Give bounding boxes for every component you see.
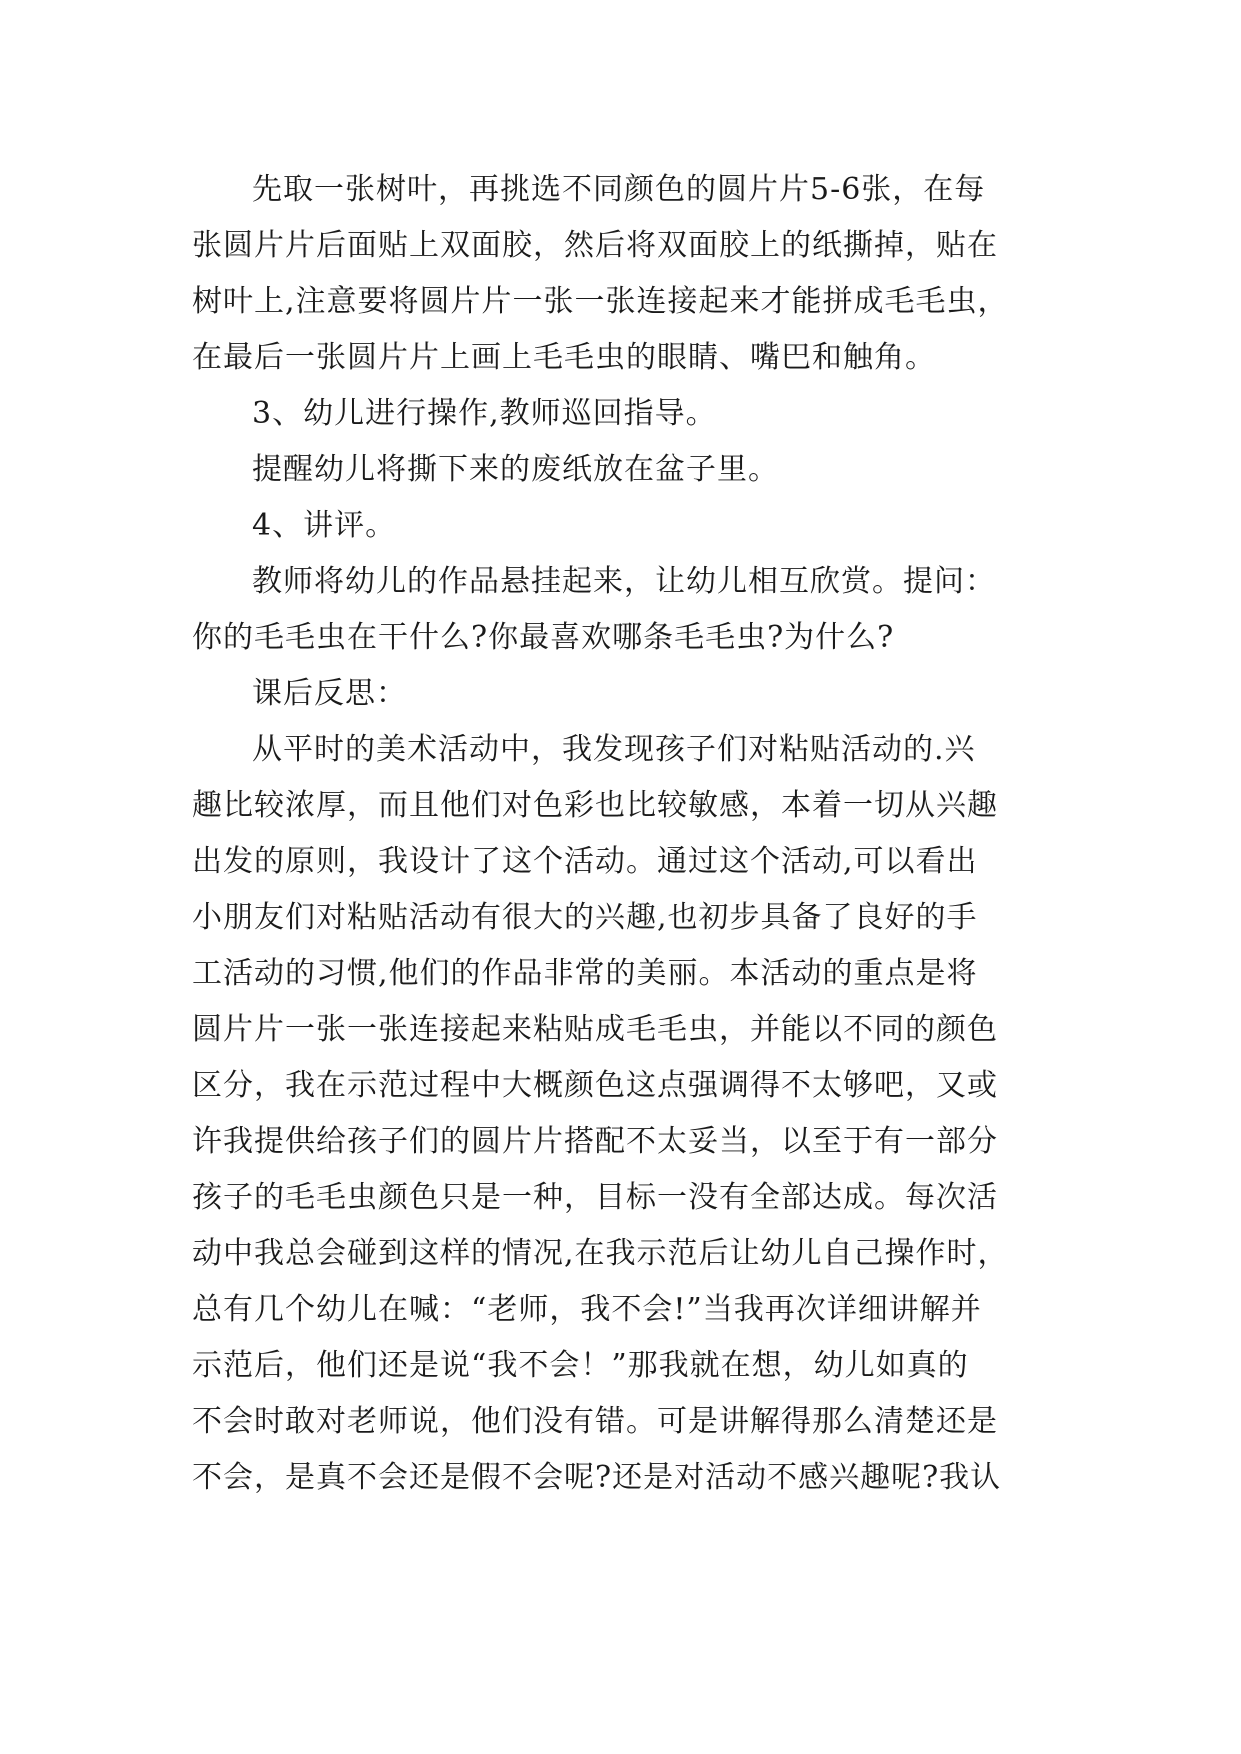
paragraph-line: 区分，我在示范过程中大概颜色这点强调得不太够吧，又或	[192, 1068, 998, 1103]
paragraph-line: 在最后一张圆片片上画上毛毛虫的眼睛、嘴巴和触角。	[192, 340, 936, 375]
paragraph-line: 圆片片一张一张连接起来粘贴成毛毛虫，并能以不同的颜色	[192, 1012, 998, 1047]
list-item-line: 3、幼儿进行操作,教师巡回指导。	[252, 396, 717, 431]
paragraph-line: 你的毛毛虫在干什么?你最喜欢哪条毛毛虫?为什么?	[192, 620, 895, 655]
paragraph-line: 从平时的美术活动中，我发现孩子们对粘贴活动的.兴	[252, 732, 976, 767]
list-item-line: 4、讲评。	[252, 508, 397, 543]
paragraph-line: 孩子的毛毛虫颜色只是一种，目标一没有全部达成。每次活	[192, 1180, 998, 1215]
paragraph-line: 总有几个幼儿在喊：“老师，我不会!”当我再次详细讲解并	[192, 1292, 982, 1327]
paragraph-line: 趣比较浓厚，而且他们对色彩也比较敏感，本着一切从兴趣	[192, 788, 998, 823]
paragraph-line: 许我提供给孩子们的圆片片搭配不太妥当，以至于有一部分	[192, 1124, 998, 1159]
section-heading: 课后反思：	[252, 676, 407, 711]
paragraph-line: 工活动的习惯,他们的作品非常的美丽。本活动的重点是将	[192, 956, 978, 991]
paragraph-line: 出发的原则，我设计了这个活动。通过这个活动,可以看出	[192, 844, 978, 879]
paragraph-line: 张圆片片后面贴上双面胶，然后将双面胶上的纸撕掉，贴在	[192, 228, 998, 263]
paragraph-line: 树叶上,注意要将圆片片一张一张连接起来才能拼成毛毛虫，	[192, 284, 1009, 319]
paragraph-line: 不会时敢对老师说，他们没有错。可是讲解得那么清楚还是	[192, 1404, 998, 1439]
paragraph-line: 示范后，他们还是说“我不会！”那我就在想，幼儿如真的	[192, 1348, 969, 1383]
paragraph-line: 先取一张树叶，再挑选不同颜色的圆片片5-6张，在每	[252, 172, 986, 207]
paragraph-line: 动中我总会碰到这样的情况,在我示范后让幼儿自己操作时，	[192, 1236, 1009, 1271]
paragraph-line: 提醒幼儿将撕下来的废纸放在盆子里。	[252, 452, 779, 487]
paragraph-line: 小朋友们对粘贴活动有很大的兴趣,也初步具备了良好的手	[192, 900, 978, 935]
paragraph-line: 不会，是真不会还是假不会呢?还是对活动不感兴趣呢?我认	[192, 1460, 1002, 1495]
paragraph-line: 教师将幼儿的作品悬挂起来，让幼儿相互欣赏。提问：	[252, 564, 996, 599]
